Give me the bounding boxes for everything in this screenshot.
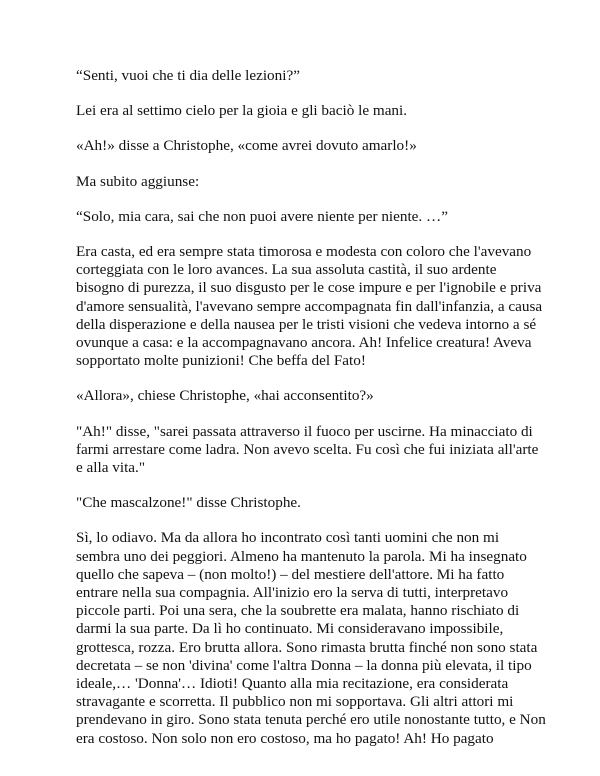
paragraph-did-you-consent: «Allora», chiese Christophe, «hai acconsentito?» — [76, 387, 374, 405]
paragraph-through-fire: "Ah!" disse, "sarei passata attraverso il fuoco per uscirne. Ha minacciato di farmi arrestare come ladra. Non avevo scelta. Fu così che fui iniziata all'arte e alla vita." — [76, 422, 539, 477]
paragraph-kissed-hands: Lei era al settimo cielo per la gioia e gli baciò le mani. — [76, 102, 408, 120]
paragraph-but-added: Ma subito aggiunse: — [76, 172, 200, 190]
document-page — [76, 67, 546, 765]
paragraph-should-have-loved: «Ah!» disse a Christophe, «come avrei dovuto amarlo!» — [76, 137, 417, 155]
paragraph-chastity: Era casta, ed era sempre stata timorosa e modesta con coloro che l'avevano corteggiata con le loro avances. La sua assoluta castità, il suo ardente bisogno di purezza, il suo disgusto per le cose impure e per l'ignobile e priva d'amore sensualità, l'avevano sempre accompagnata fin dall'infanzia, a causa della disperazione e della nausea per le tristi visioni che vedeva intorno a sé ovunque a casa: e la accompagnavano ancora. Ah! Infelice creatura! Aveva sopportato molte punizioni! Che beffa del Fato! — [76, 243, 543, 370]
paragraph-lesson-offer: “Senti, vuoi che ti dia delle lezioni?” — [76, 67, 300, 84]
paragraph-nothing-for-nothing: “Solo, mia cara, sai che non puoi avere niente per niente. …” — [76, 207, 448, 225]
paragraph-scoundrel: "Che mascalzone!" disse Christophe. — [76, 494, 301, 512]
paragraph-hated-him: Sì, lo odiavo. Ma da allora ho incontrato così tanti uomini che non mi sembra uno dei peggiori. Almeno ha mantenuto la parola. Mi ha insegnato quello che sapeva – (non molto!) – del mestiere dell'attore. Mi ha fatto entrare nella sua compagnia. All'inizio ero la serva di tutti, interpretavo piccole parti. Poi una sera, che la soubrette era malata, hanno rischiato di darmi la sua parte. Da lì ho continuato. Mi consideravano impossibile, grottesca, rozza. Ero brutta allora. Sono rimasta brutta finché non sono stata decretata – se non 'divina' come l'altra Donna – la donna più elevata, il tipo ideale,… 'Donna'… Idioti! Quanto alla mia recitazione, era considerata stravagante e scorretta. Il pubblico non mi sopportava. Gli altri attori mi prendevano in giro. Sono stata tenuta perché ero utile nonostante tutto, e Non era costoso. Non solo non ero costoso, ma ho pagato! Ah! Ho pagato — [76, 529, 546, 747]
